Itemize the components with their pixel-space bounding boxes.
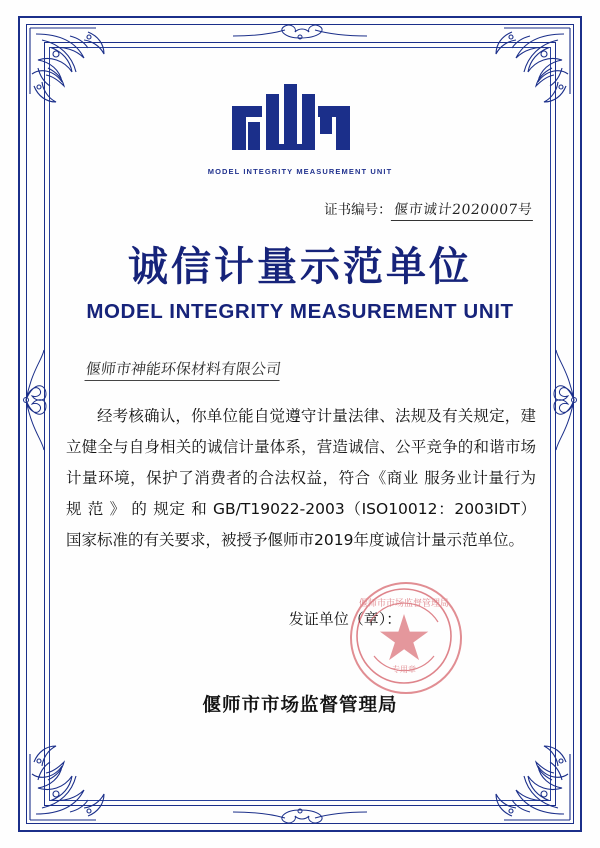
svg-text:偃师市市场监督管理局: 偃师市市场监督管理局 (358, 599, 450, 609)
red-official-seal-icon (350, 582, 462, 694)
recipient-name-field (59, 358, 542, 379)
page-title-en: MODEL INTEGRITY MEASUREMENT UNIT (86, 300, 514, 323)
recipient-name: 偃师市神能环保材料有限公司 (84, 360, 282, 381)
logo-block (60, 78, 540, 176)
certificate-number (60, 198, 540, 221)
certificate-body (60, 401, 540, 556)
issuer-line (60, 599, 540, 674)
mium-monogram-logo-icon (230, 78, 370, 159)
certificate-body-paragraph: 经考核确认，你单位能自觉遵守计量法律、法规及有关规定，建立健全与自身相关的诚信计量体系，营造诚信、公平竞争的和谐市场计量环境，保护了消费者的合法权益，符合《商业 服务业计量行为 规 范 》 的 规定 和 GB/T19022-2003（ISO10012：2003IDT）国家标准的有关要求，被授予偃师市2019年度诚信计量示范单位。 (66, 407, 536, 549)
certificate-content (60, 56, 540, 792)
svg-text:专用章: 专用章 (392, 665, 416, 674)
ornament-top-center (225, 20, 375, 42)
certificate-number-value: 偃市诚计2020007号 (390, 199, 535, 221)
page-title-cn: 诚信计量示范单位 (128, 244, 472, 290)
certificate-number-label: 证书编号： (324, 202, 392, 218)
issuing-organization: 偃师市市场监督管理局 (202, 695, 398, 716)
issuer-label: 发证单位（章）： (288, 610, 402, 628)
ornament-side-left (22, 340, 52, 460)
logo-caption: MODEL INTEGRITY MEASUREMENT UNIT (207, 167, 393, 176)
ornament-bottom-center (225, 806, 375, 828)
ornament-side-right (548, 340, 578, 460)
